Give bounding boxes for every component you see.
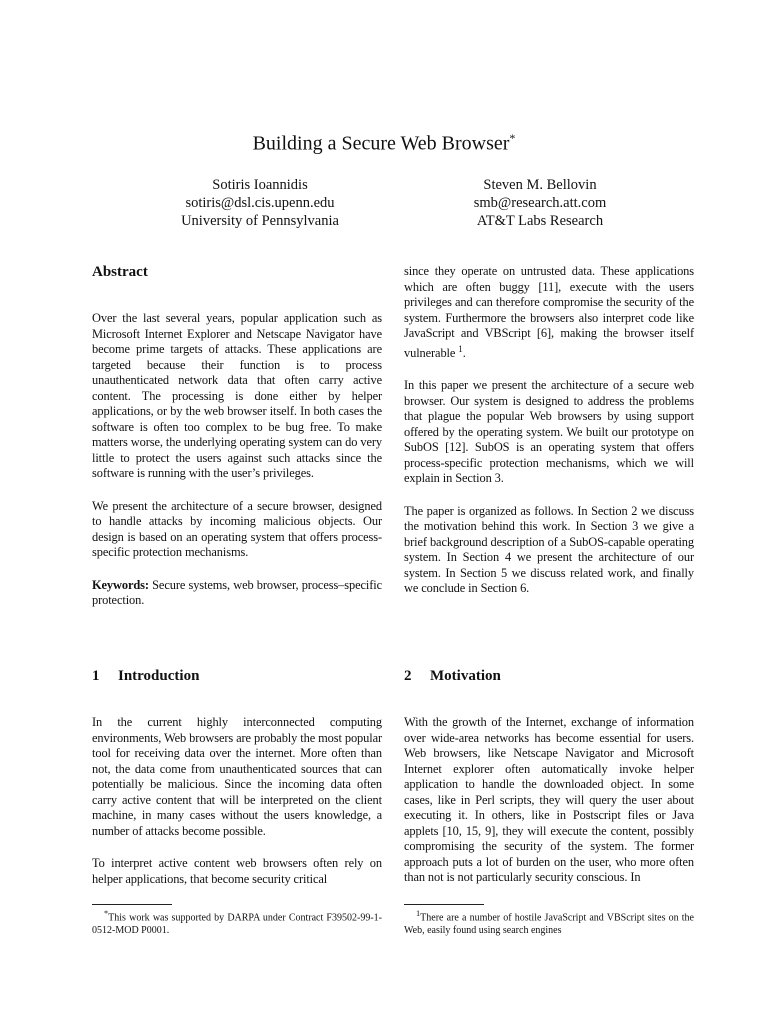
right-paragraph-3: The paper is organized as follows. In Section 2 we discuss the motivation behind this work. In Section 3 we give a brief background description of a SubOS-capable operating system. In Section 4 we present the architecture of our system. In Section 5 we discuss related work, and finally we conclude in Section 6.: [404, 503, 694, 596]
motivation-section: [404, 715, 694, 886]
paper-title: [0, 124, 768, 158]
motivation-heading-block: [404, 667, 694, 685]
section-title: Introduction: [118, 668, 200, 684]
motivation-paragraph-1: With the growth of the Internet, exchange of information over wide-area networks has become essential for users. Web browsers, like Netscape Navigator and Microsoft Internet explorer often automatically invoke helper application to handle the downloaded object. In some cases, like in Perl scripts, they will query the user about executing it. In others, like in Postscript files or Java applets [10, 15, 9], they will execute the content, possibly compromising the security of the system. The former approach puts a lot of burden on the user, who more often than not is not particularly security conscious. In: [404, 715, 694, 884]
footnote-right-mark: 1: [416, 909, 421, 918]
right-paragraph-2: In this paper we present the architecture of a secure web browser. Our system is designed to address the problems that plague the popular Web browsers by using support offered by the operating system. We built our prototype on SubOS [12]. SubOS is an operating system that offers process-specific protection mechanisms, which we will explain in Section 3.: [404, 378, 694, 486]
author-name: Steven M. Bellovin: [483, 177, 597, 193]
author-block-1: [110, 176, 410, 230]
footnote-ref-1: 1: [458, 343, 463, 354]
title-text: Building a Secure Web Browser: [252, 132, 510, 155]
footnote-right: [404, 907, 694, 937]
footnote-rule-right: [404, 904, 484, 905]
abstract-paragraph-2: We present the architecture of a secure browser, designed to handle attacks by incoming malicious objects. Our design is based on an operating system that offers process-specific protection mechanisms.: [92, 498, 382, 559]
footnote-left-body: This work was supported by DARPA under Contract F39502-99-1-0512-MOD P0001.: [92, 912, 382, 937]
section-title: Motivation: [430, 668, 501, 684]
section-number: 1: [92, 668, 100, 684]
keywords-label: Keywords:: [92, 577, 149, 592]
footnote-right-text: [404, 907, 694, 937]
footnote-left-mark: *: [104, 909, 109, 918]
footnote-left-text: [92, 907, 382, 937]
right-paragraph-1: [404, 264, 694, 361]
abstract-section: [92, 311, 382, 609]
footnote-rule-left: [92, 904, 172, 905]
abstract-heading: Abstract: [92, 264, 148, 280]
author-email: smb@research.att.com: [473, 195, 607, 211]
intro-heading-block: [92, 667, 382, 685]
footnote-right-body: There are a number of hostile JavaScript and VBScript sites on the Web, easily found using search engines: [404, 912, 694, 937]
footnote-left: [92, 907, 382, 937]
section-number: 2: [404, 668, 412, 684]
author-affiliation: University of Pennsylvania: [181, 213, 339, 229]
abstract-heading-block: [92, 263, 382, 281]
intro-paragraph-1: In the current highly interconnected computing environments, Web browsers are probably the most popular tool for receiving data over the internet. More often than not, the data come from unauthenticated sources that can potentially be malicious. Since the incoming data often carry active content that will be interpreted on the client machine, in many cases without the users knowledge, a number of attacks become possible.: [92, 715, 382, 838]
author-block-2: [390, 176, 690, 230]
motivation-heading: [404, 667, 694, 685]
right-column-top: [404, 264, 694, 597]
keywords-text: Secure systems, web browser, process–specific protection.: [92, 577, 382, 607]
intro-heading: [92, 667, 382, 685]
keywords-paragraph: [92, 578, 382, 609]
abstract-paragraph-1: Over the last several years, popular application such as Microsoft Internet Explorer and Netscape Navigator have become prime targets of attacks. These applications are targeted because their function is to process unauthenticated network data that often carry active content. The processing is done either by helper applications, or by the web browser itself. In both cases the software is often too complex to be bug free. To make matters worse, the underlying operating system can do very little to protect the users against such attacks since the software is running with the user’s privileges.: [92, 311, 382, 480]
intro-paragraph-2: To interpret active content web browsers often rely on helper applications, that become security critical: [92, 856, 382, 886]
intro-section: [92, 715, 382, 887]
right-paragraph-1-end: .: [462, 345, 466, 360]
author-name: Sotiris Ioannidis: [212, 177, 308, 193]
right-paragraph-1-text: since they operate on untrusted data. These applications which are often buggy [11], execute with the users privileges and can therefore compromise the security of the system. Furthermore the browsers also interpret code like JavaScript and VBScript [6], making the browser itself vulnerable: [404, 264, 694, 360]
author-email: sotiris@dsl.cis.upenn.edu: [185, 195, 335, 211]
author-affiliation: AT&T Labs Research: [476, 213, 604, 229]
title-footnote-mark: *: [509, 131, 516, 145]
